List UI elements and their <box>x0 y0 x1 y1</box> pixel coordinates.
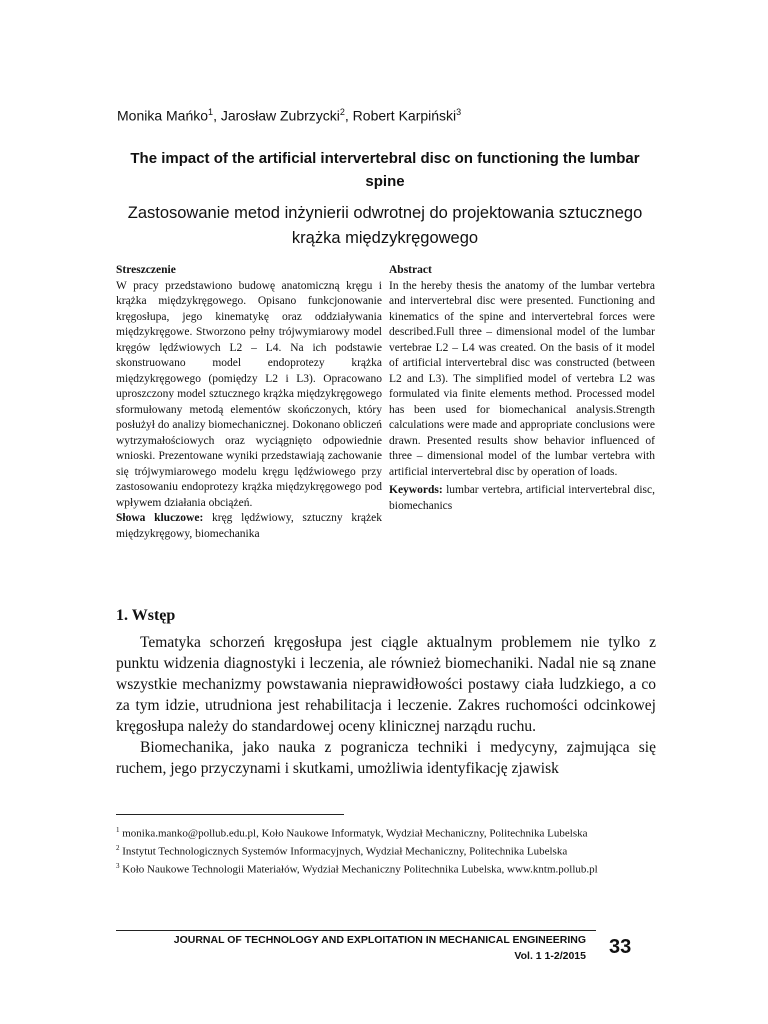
footnote-divider <box>116 814 344 815</box>
author-list: Monika Mańko$^1$, Jarosław Zubrzycki$^2$, Robert Karpiński$^3$ <box>117 107 462 124</box>
footnote <box>116 841 636 859</box>
paper-title-english: The impact of the artificial intervertebral disc on functioning the lumbar spine <box>130 150 640 190</box>
journal-name: JOURNAL OF TECHNOLOGY AND EXPLOITATION IN MECHANICAL ENGINEERING <box>173 934 586 946</box>
author-affiliation-marker: 2 <box>339 107 345 117</box>
abstract-polish <box>116 263 382 542</box>
section-heading: 1. Wstęp <box>116 607 176 624</box>
author-name: Robert Karpiński <box>352 107 457 124</box>
journal-divider <box>116 930 596 931</box>
footnote-text: monika.manko@pollub.edu.pl, Koło Naukowe Informatyk, Wydział Mechaniczny, Politechnika Lubelska <box>122 827 588 840</box>
keywords-text: kręg lędźwiowy, sztuczny krążek międzykręgowy, biomechanika <box>116 512 382 540</box>
author-name: Jarosław Zubrzycki <box>220 107 340 124</box>
footnotes <box>116 823 636 877</box>
abstract-english-text: In the hereby thesis the anatomy of the lumbar vertebra and intervertebral disc were presented. Functioning and kinematics of the spine and intervertebral forces were described.Full three – dimensional model of the lumbar vertebrae L2 – L4 was created. On the basis of it model of artificial intervertebral disc was constructed (between L2 and L3). The simplified model of vertebra L2 was formulated via finite elements method. Processed model has been used for biomechanical analysis.Strength calculations were made and appropriate conclusions were drawn. Presented results show behavior influenced of three – dimensional model of the lumbar vertebra with artificial intervertebral disc by operation of loads. <box>389 279 655 478</box>
body-paragraph: Biomechanika, jako nauka z pogranicza techniki i medycyny, zajmująca się ruchem, jego przyczynami i skutkami, umożliwia identyfikację zjawisk <box>116 739 656 777</box>
footnote-number: 3 <box>116 862 120 871</box>
abstract-polish-text: W pracy przedstawiono budowę anatomiczną kręgu i krążka międzykręgowego. Opisano funkcjonowanie kręgosłupa, jego kinematykę oraz oddziaływania międzykręgowe. Stworzono pełny trójwymiarowy model kręgów lędźwiowych L2 – L4. Na ich podstawie skonstruowano model endoprotezy krążka międzykręgowego (pomiędzy L2 i L3). Opracowano uproszczony model sztucznego krążka międzykręgowego sformułowany metodą elementów skończonych, który posłużył do analizy biomechanicznej. Dokonano obliczeń wytrzymałościowych oraz wyciągnięto odpowiednie wnioski. Prezentowane wyniki przedstawiają zachowanie się trójwymiarowego modelu kręgu lędźwiowego przy zastosowaniu endoprotezy krążka międzykręgowego pod wpływem działania obciążeń. <box>116 279 382 509</box>
abstract-english-heading: Abstract <box>389 264 432 276</box>
paper-title-polish: Zastosowanie metod inżynierii odwrotnej do projektowania sztucznego krążka międzykręgowego <box>127 204 643 247</box>
footnote-number: 2 <box>116 844 120 853</box>
abstract-polish-keywords <box>116 511 382 542</box>
keywords-label: Keywords: <box>389 484 443 496</box>
author-name: Monika Mańko <box>117 107 209 124</box>
section-body <box>116 632 656 779</box>
footnote <box>116 823 636 841</box>
footnote-text: Koło Naukowe Technologii Materiałów, Wydział Mechaniczny Politechnika Lubelska, www.kntm.pollub.pl <box>122 863 598 876</box>
abstract-english-keywords <box>389 483 655 514</box>
footnote-text: Instytut Technologicznych Systemów Informacyjnych, Wydział Mechaniczny, Politechnika Lubelska <box>122 845 568 858</box>
page-number: 33 <box>609 936 632 958</box>
keywords-label: Słowa kluczowe: <box>116 512 204 524</box>
journal-volume: Vol. 1 1-2/2015 <box>514 950 586 962</box>
footnote-number: 1 <box>116 826 120 834</box>
author-affiliation-marker: 3 <box>456 107 462 117</box>
keywords-text: lumbar vertebra, artificial intervertebral disc, biomechanics <box>389 484 655 512</box>
abstract-english <box>389 263 655 514</box>
footnote <box>116 859 636 877</box>
abstract-polish-heading: Streszczenie <box>116 264 176 276</box>
body-paragraph: Tematyka schorzeń kręgosłupa jest ciągle aktualnym problemem nie tylko z punktu widzenia diagnostyki i leczenia, ale również biomechaniki. Nadal nie są znane wszystkie mechanizmy powstawania nieprawidłowości postawy ciała ludzkiego, a co za tym idzie, utrudniona jest rehabilitacja i leczenie. Zakres ruchomości odcinkowej kręgosłupa należy do standardowej oceny klinicznej narządu ruchu. <box>116 634 656 735</box>
author-affiliation-marker: 1 <box>208 107 214 117</box>
